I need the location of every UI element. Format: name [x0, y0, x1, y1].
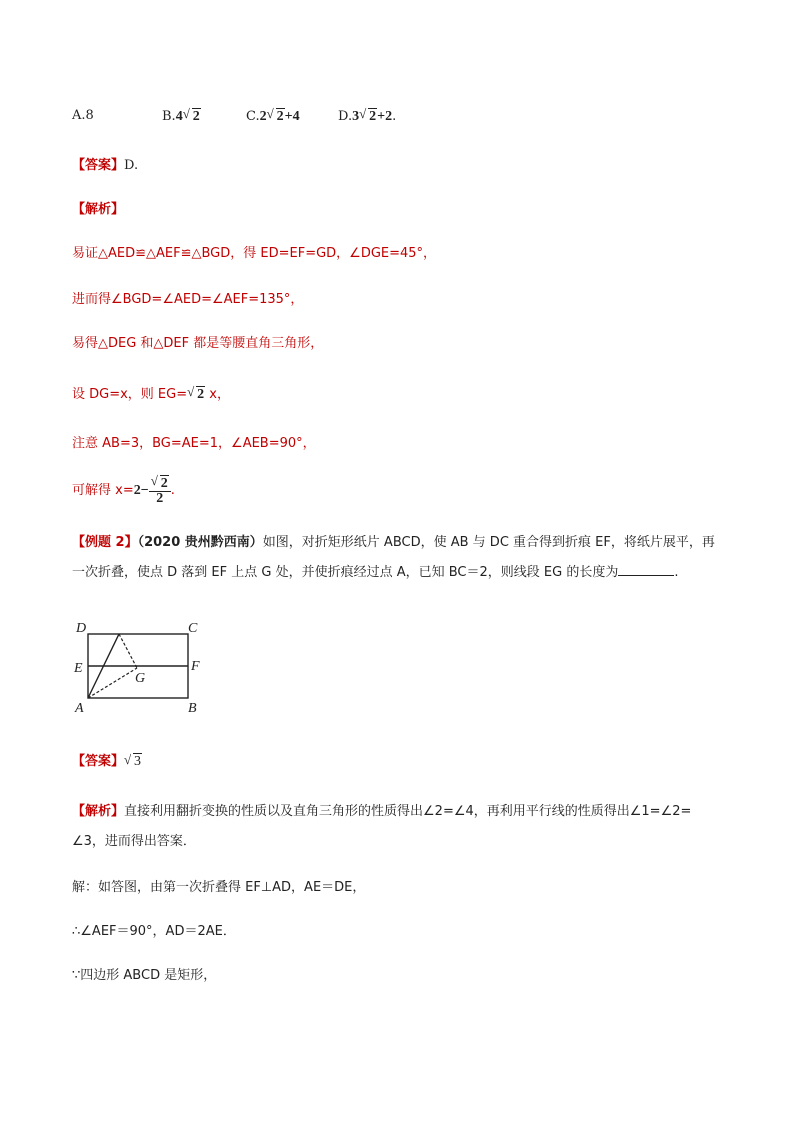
option-c-label: C. — [246, 109, 260, 124]
option-c-coef: 2 — [259, 109, 267, 124]
example-source: （2020 贵州黔西南） — [137, 535, 263, 550]
answer-blank — [618, 563, 674, 576]
option-b — [162, 108, 201, 125]
solution-line-2: ∴∠AEF＝90°，AD＝2AE． — [72, 924, 236, 939]
analysis-line-5: 注意 AB=3，BG=AE=1，∠AEB=90°， — [72, 436, 316, 451]
label-d: D — [76, 621, 87, 636]
solution-line-1: 解：如答图，由第一次折叠得 EF⊥AD，AE＝DE， — [72, 880, 366, 895]
answer-2 — [72, 752, 142, 772]
option-d-end: . — [392, 109, 397, 124]
fraction: √ $\frac{2}{2}$ — [149, 476, 171, 506]
sqrt-symbol: √ 2 — [187, 384, 205, 405]
example-2-line-2: 一次折叠，使点 D 落到 EF 上点 G 处，并使折痕经过点 A，已知 BC＝2，则线段 EG 的长度为 . — [72, 565, 679, 580]
option-d-label: D. — [338, 109, 353, 124]
label-g: G — [135, 671, 146, 686]
sqrt-symbol: √ 3 — [124, 752, 142, 772]
option-a: A.8 — [72, 108, 94, 123]
sqrt-symbol: √ 2 — [359, 108, 377, 125]
analysis-line-6: 可解得 x=2− √ $\frac{2}{2}$ . — [72, 476, 175, 506]
label-c: C — [188, 621, 198, 636]
answer-label: 【答案】 — [72, 158, 125, 173]
analysis-label: 【解析】 — [72, 202, 125, 217]
option-b-label: B. — [162, 109, 176, 124]
sqrt-symbol: √ 2 — [183, 108, 201, 125]
analysis-line-1: 易证△AED≌△AEF≌△BGD，得 ED=EF=GD，∠DGE=45°， — [72, 246, 437, 261]
option-c-tail: +4 — [284, 109, 300, 124]
analysis-2-line-1: 【解析】直接利用翻折变换的性质以及直角三角形的性质得出∠2=∠4，再利用平行线的性质得出∠1=∠2= — [72, 804, 692, 819]
solution-line-3: ∵四边形 ABCD 是矩形， — [72, 968, 217, 983]
option-b-coef: 4 — [175, 109, 183, 124]
option-c — [246, 108, 300, 125]
label-e: E — [74, 661, 83, 676]
label-f: F — [191, 659, 200, 674]
analysis-label: 【解析】 — [72, 804, 125, 819]
answer-value: D. — [124, 158, 139, 173]
dashed-hg — [119, 634, 137, 668]
option-d-tail: +2 — [377, 109, 393, 124]
answer-1 — [72, 156, 138, 176]
option-d-coef: 3 — [352, 109, 360, 124]
analysis-2-line-2: ∠3，进而得出答案． — [72, 834, 196, 849]
answer-label: 【答案】 — [72, 754, 125, 769]
sqrt-symbol: √ 2 — [267, 108, 285, 125]
analysis-line-2: 进而得∠BGD=∠AED=∠AEF=135°， — [72, 292, 304, 307]
label-b: B — [188, 701, 197, 716]
analysis-line-3: 易得△DEG 和△DEF 都是等腰直角三角形， — [72, 336, 324, 351]
label-a: A — [75, 701, 84, 716]
rectangle-fold-figure — [68, 618, 218, 718]
option-d — [338, 108, 396, 125]
example-label: 【例题 2】 — [72, 535, 138, 550]
analysis-line-4: 设 DG=x，则 EG=√ 2 x， — [72, 384, 230, 405]
example-2-line-1: 【例题 2】（2020 贵州黔西南）如图，对折矩形纸片 ABCD，使 AB 与 DC 重合得到折痕 EF，将纸片展平，再 — [72, 535, 715, 550]
